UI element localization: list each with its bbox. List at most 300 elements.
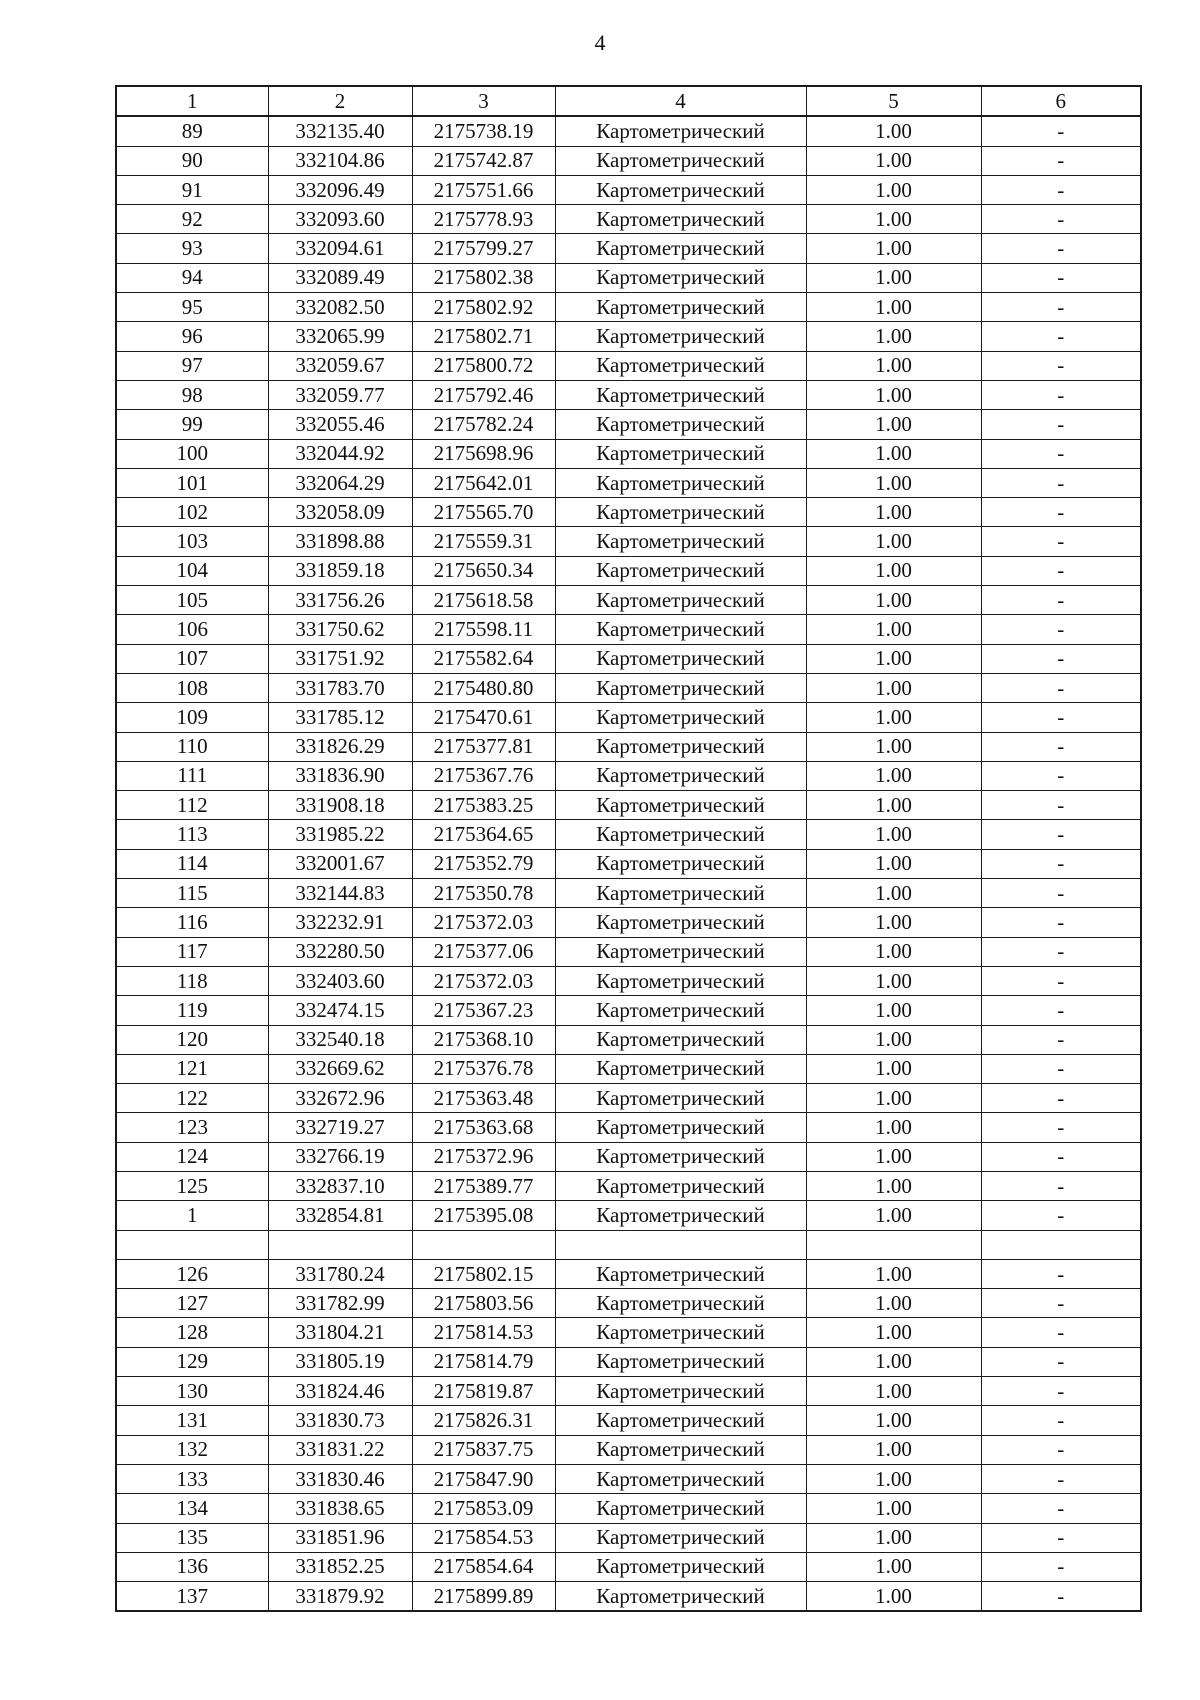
y-coordinate-cell: 2175738.19 (412, 116, 555, 146)
description-cell (981, 1230, 1141, 1259)
accuracy-cell: 1.00 (806, 263, 981, 292)
method-cell: Картометрический (555, 1435, 806, 1464)
point-number-cell: 103 (116, 527, 268, 556)
x-coordinate-cell: 331838.65 (268, 1494, 412, 1523)
table-row (116, 673, 1141, 702)
table-row (116, 1142, 1141, 1171)
method-cell: Картометрический (555, 1464, 806, 1493)
table-row (116, 761, 1141, 790)
y-coordinate-cell: 2175650.34 (412, 556, 555, 585)
x-coordinate-cell: 332058.09 (268, 498, 412, 527)
accuracy-cell: 1.00 (806, 1142, 981, 1171)
method-cell: Картометрический (555, 1142, 806, 1171)
description-cell: - (981, 791, 1141, 820)
point-number-cell: 122 (116, 1084, 268, 1113)
point-number-cell: 130 (116, 1377, 268, 1406)
accuracy-cell: 1.00 (806, 1406, 981, 1435)
point-number-cell (116, 1230, 268, 1259)
table-row (116, 1289, 1141, 1318)
table-row (116, 1259, 1141, 1288)
accuracy-cell: 1.00 (806, 586, 981, 615)
description-cell: - (981, 1582, 1141, 1612)
table-row (116, 351, 1141, 380)
method-cell: Картометрический (555, 1552, 806, 1581)
accuracy-cell: 1.00 (806, 1289, 981, 1318)
description-cell: - (981, 849, 1141, 878)
method-cell: Картометрический (555, 1201, 806, 1230)
table-row (116, 849, 1141, 878)
accuracy-cell: 1.00 (806, 1494, 981, 1523)
x-coordinate-cell: 332082.50 (268, 293, 412, 322)
y-coordinate-cell: 2175367.76 (412, 761, 555, 790)
method-cell: Картометрический (555, 234, 806, 263)
method-cell: Картометрический (555, 1494, 806, 1523)
method-cell: Картометрический (555, 1025, 806, 1054)
method-cell: Картометрический (555, 996, 806, 1025)
accuracy-cell: 1.00 (806, 322, 981, 351)
table-row (116, 380, 1141, 409)
x-coordinate-cell: 332065.99 (268, 322, 412, 351)
point-number-cell: 89 (116, 116, 268, 146)
method-cell: Картометрический (555, 380, 806, 409)
y-coordinate-cell: 2175368.10 (412, 1025, 555, 1054)
y-coordinate-cell: 2175565.70 (412, 498, 555, 527)
table-row (116, 1025, 1141, 1054)
point-number-cell: 136 (116, 1552, 268, 1581)
x-coordinate-cell: 331908.18 (268, 791, 412, 820)
x-coordinate-cell: 331859.18 (268, 556, 412, 585)
accuracy-cell: 1.00 (806, 1582, 981, 1612)
point-number-cell: 119 (116, 996, 268, 1025)
y-coordinate-cell: 2175751.66 (412, 175, 555, 204)
point-number-cell: 128 (116, 1318, 268, 1347)
x-coordinate-cell: 331879.92 (268, 1582, 412, 1612)
y-coordinate-cell: 2175800.72 (412, 351, 555, 380)
y-coordinate-cell: 2175854.64 (412, 1552, 555, 1581)
y-coordinate-cell: 2175372.96 (412, 1142, 555, 1171)
table-row (116, 1464, 1141, 1493)
column-header-6: 6 (981, 86, 1141, 116)
point-number-cell: 129 (116, 1347, 268, 1376)
x-coordinate-cell: 332104.86 (268, 146, 412, 175)
description-cell: - (981, 380, 1141, 409)
table-row (116, 615, 1141, 644)
column-header-2: 2 (268, 86, 412, 116)
y-coordinate-cell: 2175642.01 (412, 468, 555, 497)
accuracy-cell: 1.00 (806, 439, 981, 468)
y-coordinate-cell: 2175376.78 (412, 1054, 555, 1083)
description-cell: - (981, 996, 1141, 1025)
y-coordinate-cell: 2175802.15 (412, 1259, 555, 1288)
method-cell: Картометрический (555, 1171, 806, 1200)
accuracy-cell: 1.00 (806, 234, 981, 263)
x-coordinate-cell: 332854.81 (268, 1201, 412, 1230)
description-cell: - (981, 1523, 1141, 1552)
point-number-cell: 123 (116, 1113, 268, 1142)
point-number-cell: 126 (116, 1259, 268, 1288)
point-number-cell: 109 (116, 703, 268, 732)
point-number-cell: 134 (116, 1494, 268, 1523)
accuracy-cell: 1.00 (806, 1347, 981, 1376)
accuracy-cell: 1.00 (806, 1552, 981, 1581)
description-cell: - (981, 879, 1141, 908)
description-cell: - (981, 615, 1141, 644)
point-number-cell: 106 (116, 615, 268, 644)
table-row (116, 556, 1141, 585)
accuracy-cell: 1.00 (806, 1201, 981, 1230)
table-row (116, 1377, 1141, 1406)
table-row (116, 966, 1141, 995)
description-cell: - (981, 205, 1141, 234)
method-cell: Картометрический (555, 293, 806, 322)
accuracy-cell: 1.00 (806, 1113, 981, 1142)
x-coordinate-cell: 332089.49 (268, 263, 412, 292)
description-cell: - (981, 1318, 1141, 1347)
y-coordinate-cell: 2175837.75 (412, 1435, 555, 1464)
description-cell: - (981, 761, 1141, 790)
table-row (116, 1113, 1141, 1142)
accuracy-cell: 1.00 (806, 996, 981, 1025)
accuracy-cell: 1.00 (806, 1171, 981, 1200)
accuracy-cell: 1.00 (806, 468, 981, 497)
accuracy-cell: 1.00 (806, 175, 981, 204)
point-number-cell: 98 (116, 380, 268, 409)
y-coordinate-cell: 2175364.65 (412, 820, 555, 849)
point-number-cell: 112 (116, 791, 268, 820)
method-cell: Картометрический (555, 849, 806, 878)
column-header-4: 4 (555, 86, 806, 116)
x-coordinate-cell: 331782.99 (268, 1289, 412, 1318)
point-number-cell: 91 (116, 175, 268, 204)
table-row (116, 1318, 1141, 1347)
description-cell: - (981, 937, 1141, 966)
x-coordinate-cell: 332064.29 (268, 468, 412, 497)
y-coordinate-cell: 2175698.96 (412, 439, 555, 468)
table-row (116, 439, 1141, 468)
column-header-5: 5 (806, 86, 981, 116)
method-cell: Картометрический (555, 761, 806, 790)
accuracy-cell: 1.00 (806, 849, 981, 878)
y-coordinate-cell: 2175802.92 (412, 293, 555, 322)
point-number-cell: 105 (116, 586, 268, 615)
point-number-cell: 118 (116, 966, 268, 995)
y-coordinate-cell: 2175363.48 (412, 1084, 555, 1113)
method-cell: Картометрический (555, 439, 806, 468)
accuracy-cell: 1.00 (806, 879, 981, 908)
description-cell: - (981, 116, 1141, 146)
x-coordinate-cell: 332766.19 (268, 1142, 412, 1171)
point-number-cell: 95 (116, 293, 268, 322)
y-coordinate-cell: 2175377.06 (412, 937, 555, 966)
y-coordinate-cell: 2175799.27 (412, 234, 555, 263)
table-row (116, 1406, 1141, 1435)
description-cell: - (981, 1084, 1141, 1113)
y-coordinate-cell: 2175819.87 (412, 1377, 555, 1406)
y-coordinate-cell: 2175618.58 (412, 586, 555, 615)
description-cell: - (981, 908, 1141, 937)
table-row (116, 322, 1141, 351)
table-row (116, 1494, 1141, 1523)
table-row (116, 498, 1141, 527)
y-coordinate-cell: 2175350.78 (412, 879, 555, 908)
accuracy-cell: 1.00 (806, 1435, 981, 1464)
point-number-cell: 124 (116, 1142, 268, 1171)
x-coordinate-cell: 332474.15 (268, 996, 412, 1025)
table-row (116, 586, 1141, 615)
y-coordinate-cell: 2175480.80 (412, 673, 555, 702)
y-coordinate-cell: 2175814.79 (412, 1347, 555, 1376)
x-coordinate-cell: 331898.88 (268, 527, 412, 556)
table-row (116, 234, 1141, 263)
description-cell: - (981, 146, 1141, 175)
x-coordinate-cell: 332093.60 (268, 205, 412, 234)
accuracy-cell: 1.00 (806, 673, 981, 702)
header-row (116, 86, 1141, 116)
description-cell: - (981, 1435, 1141, 1464)
table-row (116, 146, 1141, 175)
x-coordinate-cell (268, 1230, 412, 1259)
description-cell: - (981, 1464, 1141, 1493)
y-coordinate-cell: 2175372.03 (412, 966, 555, 995)
coordinates-table (115, 85, 1142, 1612)
table-row (116, 879, 1141, 908)
table-row (116, 1230, 1141, 1259)
method-cell: Картометрический (555, 1054, 806, 1083)
method-cell: Картометрический (555, 175, 806, 204)
x-coordinate-cell: 332669.62 (268, 1054, 412, 1083)
method-cell: Картометрический (555, 1289, 806, 1318)
accuracy-cell: 1.00 (806, 703, 981, 732)
x-coordinate-cell: 332280.50 (268, 937, 412, 966)
point-number-cell: 96 (116, 322, 268, 351)
x-coordinate-cell: 331783.70 (268, 673, 412, 702)
description-cell: - (981, 1289, 1141, 1318)
point-number-cell: 93 (116, 234, 268, 263)
point-number-cell: 102 (116, 498, 268, 527)
method-cell: Картометрический (555, 1318, 806, 1347)
method-cell: Картометрический (555, 527, 806, 556)
table-row (116, 996, 1141, 1025)
description-cell: - (981, 966, 1141, 995)
point-number-cell: 104 (116, 556, 268, 585)
accuracy-cell: 1.00 (806, 1084, 981, 1113)
description-cell: - (981, 1347, 1141, 1376)
description-cell: - (981, 293, 1141, 322)
x-coordinate-cell: 331756.26 (268, 586, 412, 615)
accuracy-cell: 1.00 (806, 1464, 981, 1493)
method-cell: Картометрический (555, 556, 806, 585)
method-cell: Картометрический (555, 468, 806, 497)
y-coordinate-cell: 2175802.38 (412, 263, 555, 292)
x-coordinate-cell: 332837.10 (268, 1171, 412, 1200)
accuracy-cell (806, 1230, 981, 1259)
table-row (116, 1347, 1141, 1376)
point-number-cell: 131 (116, 1406, 268, 1435)
x-coordinate-cell: 331750.62 (268, 615, 412, 644)
description-cell: - (981, 673, 1141, 702)
point-number-cell: 114 (116, 849, 268, 878)
x-coordinate-cell: 332232.91 (268, 908, 412, 937)
point-number-cell: 110 (116, 732, 268, 761)
description-cell: - (981, 1406, 1141, 1435)
description-cell: - (981, 1201, 1141, 1230)
x-coordinate-cell: 332719.27 (268, 1113, 412, 1142)
description-cell: - (981, 556, 1141, 585)
table-row (116, 468, 1141, 497)
y-coordinate-cell: 2175598.11 (412, 615, 555, 644)
y-coordinate-cell: 2175363.68 (412, 1113, 555, 1142)
y-coordinate-cell: 2175826.31 (412, 1406, 555, 1435)
point-number-cell: 135 (116, 1523, 268, 1552)
y-coordinate-cell: 2175395.08 (412, 1201, 555, 1230)
method-cell: Картометрический (555, 1377, 806, 1406)
description-cell: - (981, 1025, 1141, 1054)
point-number-cell: 133 (116, 1464, 268, 1493)
accuracy-cell: 1.00 (806, 1025, 981, 1054)
method-cell: Картометрический (555, 615, 806, 644)
x-coordinate-cell: 332135.40 (268, 116, 412, 146)
description-cell: - (981, 703, 1141, 732)
method-cell: Картометрический (555, 1406, 806, 1435)
point-number-cell: 101 (116, 468, 268, 497)
y-coordinate-cell: 2175778.93 (412, 205, 555, 234)
accuracy-cell: 1.00 (806, 498, 981, 527)
x-coordinate-cell: 331851.96 (268, 1523, 412, 1552)
accuracy-cell: 1.00 (806, 410, 981, 439)
point-number-cell: 120 (116, 1025, 268, 1054)
accuracy-cell: 1.00 (806, 205, 981, 234)
accuracy-cell: 1.00 (806, 732, 981, 761)
description-cell: - (981, 1377, 1141, 1406)
point-number-cell: 97 (116, 351, 268, 380)
description-cell: - (981, 351, 1141, 380)
point-number-cell: 90 (116, 146, 268, 175)
x-coordinate-cell: 332059.67 (268, 351, 412, 380)
method-cell: Картометрический (555, 966, 806, 995)
accuracy-cell: 1.00 (806, 1054, 981, 1083)
accuracy-cell: 1.00 (806, 644, 981, 673)
x-coordinate-cell: 331751.92 (268, 644, 412, 673)
table-row (116, 908, 1141, 937)
accuracy-cell: 1.00 (806, 1523, 981, 1552)
accuracy-cell: 1.00 (806, 966, 981, 995)
description-cell: - (981, 1142, 1141, 1171)
description-cell: - (981, 1054, 1141, 1083)
y-coordinate-cell: 2175372.03 (412, 908, 555, 937)
table-row (116, 937, 1141, 966)
y-coordinate-cell: 2175782.24 (412, 410, 555, 439)
x-coordinate-cell: 332144.83 (268, 879, 412, 908)
method-cell: Картометрический (555, 498, 806, 527)
method-cell: Картометрический (555, 703, 806, 732)
method-cell: Картометрический (555, 586, 806, 615)
x-coordinate-cell: 331785.12 (268, 703, 412, 732)
point-number-cell: 107 (116, 644, 268, 673)
y-coordinate-cell: 2175742.87 (412, 146, 555, 175)
description-cell: - (981, 644, 1141, 673)
point-number-cell: 137 (116, 1582, 268, 1612)
method-cell: Картометрический (555, 908, 806, 937)
point-number-cell: 94 (116, 263, 268, 292)
method-cell: Картометрический (555, 146, 806, 175)
table-row (116, 1552, 1141, 1581)
method-cell: Картометрический (555, 116, 806, 146)
point-number-cell: 92 (116, 205, 268, 234)
description-cell: - (981, 1494, 1141, 1523)
method-cell: Картометрический (555, 937, 806, 966)
y-coordinate-cell: 2175792.46 (412, 380, 555, 409)
table-header (116, 86, 1141, 116)
accuracy-cell: 1.00 (806, 820, 981, 849)
description-cell: - (981, 586, 1141, 615)
table-body (116, 116, 1141, 1611)
description-cell: - (981, 322, 1141, 351)
point-number-cell: 99 (116, 410, 268, 439)
table-row (116, 263, 1141, 292)
point-number-cell: 116 (116, 908, 268, 937)
point-number-cell: 121 (116, 1054, 268, 1083)
method-cell: Картометрический (555, 644, 806, 673)
column-header-3: 3 (412, 86, 555, 116)
x-coordinate-cell: 331852.25 (268, 1552, 412, 1581)
y-coordinate-cell: 2175352.79 (412, 849, 555, 878)
table-row (116, 205, 1141, 234)
y-coordinate-cell: 2175814.53 (412, 1318, 555, 1347)
table-row (116, 1582, 1141, 1612)
description-cell: - (981, 1171, 1141, 1200)
table-row (116, 175, 1141, 204)
accuracy-cell: 1.00 (806, 146, 981, 175)
table-row (116, 527, 1141, 556)
point-number-cell: 113 (116, 820, 268, 849)
x-coordinate-cell: 331824.46 (268, 1377, 412, 1406)
description-cell: - (981, 439, 1141, 468)
method-cell: Картометрический (555, 205, 806, 234)
x-coordinate-cell: 331804.21 (268, 1318, 412, 1347)
accuracy-cell: 1.00 (806, 527, 981, 556)
point-number-cell: 100 (116, 439, 268, 468)
page-number: 4 (594, 30, 606, 55)
description-cell: - (981, 1552, 1141, 1581)
method-cell: Картометрический (555, 410, 806, 439)
y-coordinate-cell: 2175377.81 (412, 732, 555, 761)
x-coordinate-cell: 332055.46 (268, 410, 412, 439)
x-coordinate-cell: 332059.77 (268, 380, 412, 409)
point-number-cell: 127 (116, 1289, 268, 1318)
column-header-1: 1 (116, 86, 268, 116)
method-cell (555, 1230, 806, 1259)
method-cell: Картометрический (555, 1347, 806, 1376)
method-cell: Картометрический (555, 879, 806, 908)
point-number-cell: 1 (116, 1201, 268, 1230)
x-coordinate-cell: 332001.67 (268, 849, 412, 878)
accuracy-cell: 1.00 (806, 791, 981, 820)
y-coordinate-cell: 2175383.25 (412, 791, 555, 820)
method-cell: Картометрический (555, 673, 806, 702)
table-row (116, 1201, 1141, 1230)
description-cell: - (981, 1113, 1141, 1142)
table-row (116, 732, 1141, 761)
method-cell: Картометрический (555, 1084, 806, 1113)
x-coordinate-cell: 332096.49 (268, 175, 412, 204)
accuracy-cell: 1.00 (806, 937, 981, 966)
description-cell: - (981, 732, 1141, 761)
description-cell: - (981, 468, 1141, 497)
table-row (116, 1084, 1141, 1113)
table-row (116, 410, 1141, 439)
point-number-cell: 111 (116, 761, 268, 790)
accuracy-cell: 1.00 (806, 1318, 981, 1347)
